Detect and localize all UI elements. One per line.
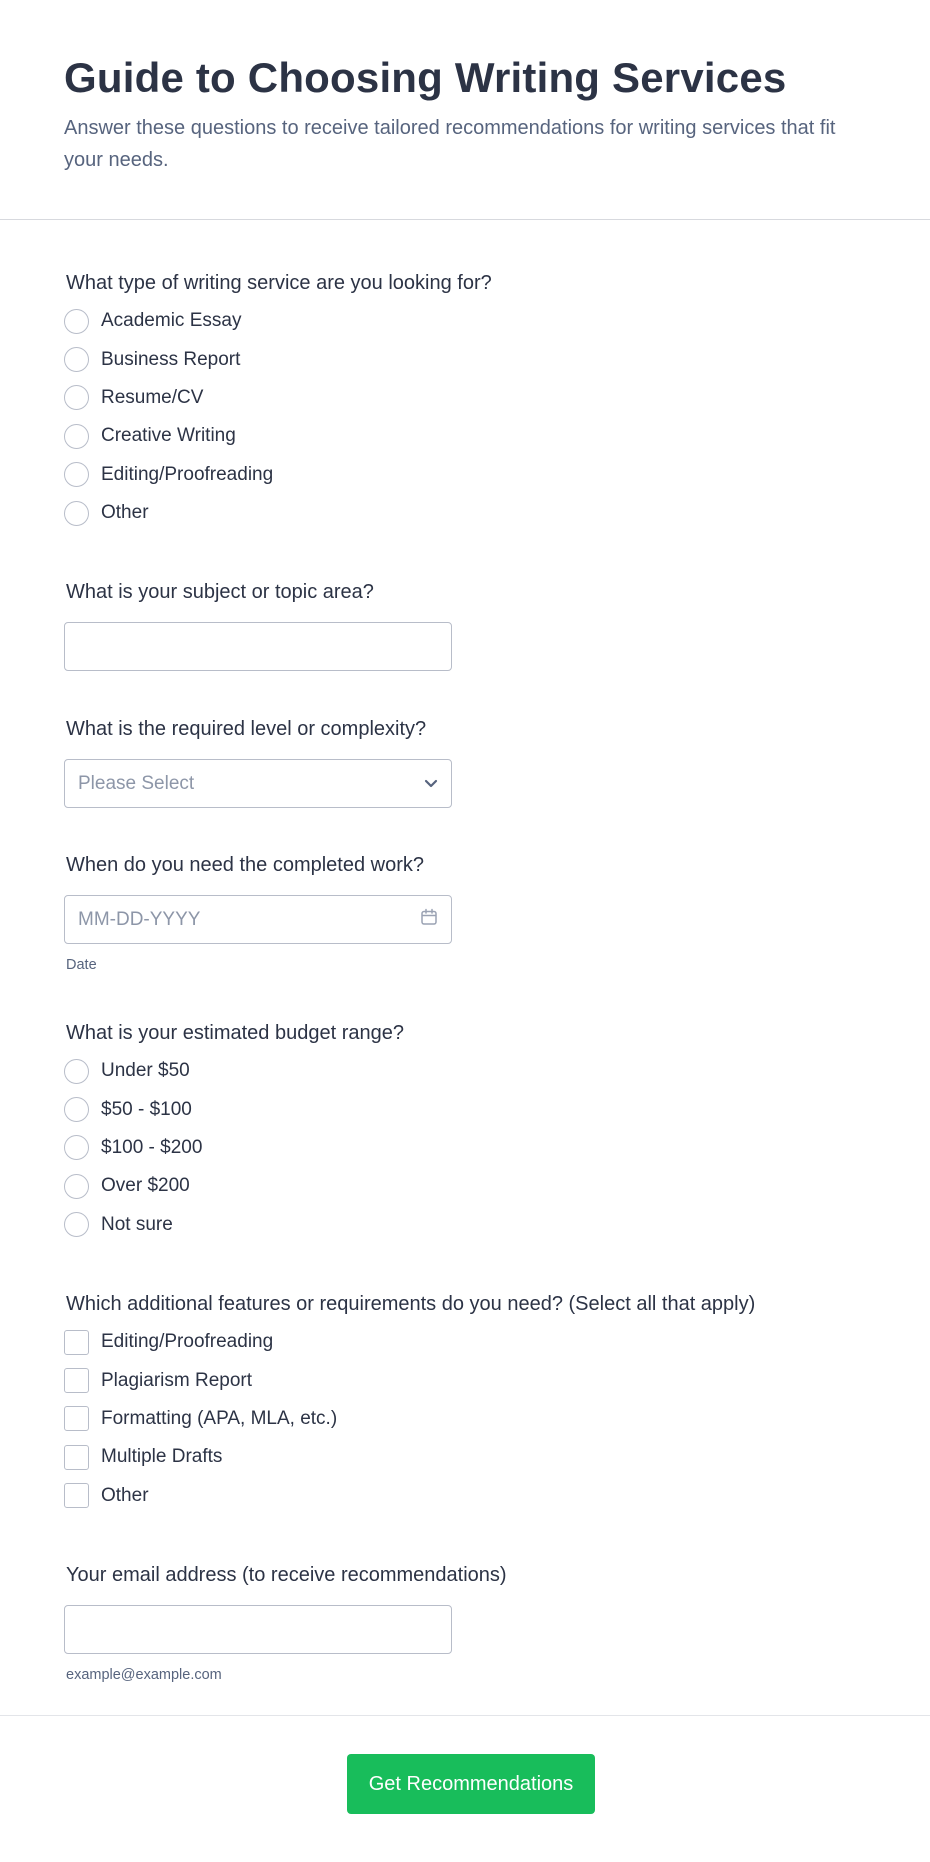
date-placeholder: MM-DD-YYYY [78, 908, 201, 930]
checkbox-label[interactable]: Other [101, 1484, 149, 1506]
radio-label[interactable]: Business Report [101, 348, 241, 370]
form-footer [0, 1715, 930, 1862]
question-date [64, 852, 874, 973]
checkbox[interactable] [64, 1368, 89, 1393]
question-service-type [64, 270, 874, 532]
radio-option[interactable] [64, 417, 874, 455]
checkbox-option[interactable] [64, 1438, 874, 1476]
radio-button[interactable] [64, 347, 89, 372]
radio-option[interactable] [64, 1167, 874, 1205]
radio-button[interactable] [64, 1212, 89, 1237]
radio-button[interactable] [64, 1097, 89, 1122]
question-label: When do you need the completed work? [66, 854, 424, 876]
radio-button[interactable] [64, 424, 89, 449]
question-subject [64, 579, 874, 671]
date-input[interactable] [64, 895, 452, 944]
checkbox-label[interactable]: Formatting (APA, MLA, etc.) [101, 1407, 338, 1429]
radio-label[interactable]: Other [101, 502, 149, 524]
radio-label[interactable]: Academic Essay [101, 310, 242, 332]
date-sublabel: Date [66, 957, 97, 973]
checkbox[interactable] [64, 1445, 89, 1470]
radio-button[interactable] [64, 1059, 89, 1084]
radio-group-budget [64, 1052, 874, 1244]
radio-button[interactable] [64, 462, 89, 487]
radio-option[interactable] [64, 302, 874, 340]
radio-option[interactable] [64, 1052, 874, 1090]
question-budget [64, 1020, 874, 1244]
page-subtitle: Answer these questions to receive tailored recommendations for writing services that fit your needs. [64, 117, 836, 171]
subject-input[interactable] [64, 622, 452, 671]
level-select[interactable] [64, 759, 452, 808]
radio-button[interactable] [64, 1135, 89, 1160]
radio-label[interactable]: Editing/Proofreading [101, 463, 274, 485]
chevron-down-icon [424, 775, 438, 793]
radio-label[interactable]: Over $200 [101, 1175, 190, 1197]
checkbox-option[interactable] [64, 1361, 874, 1399]
radio-label[interactable]: $50 - $100 [101, 1098, 192, 1120]
radio-button[interactable] [64, 1174, 89, 1199]
radio-button[interactable] [64, 309, 89, 334]
checkbox[interactable] [64, 1406, 89, 1431]
radio-option[interactable] [64, 340, 874, 378]
radio-label[interactable]: Under $50 [101, 1060, 190, 1082]
radio-label[interactable]: $100 - $200 [101, 1136, 203, 1158]
email-field[interactable] [64, 1605, 452, 1654]
form-header [0, 0, 930, 220]
radio-option[interactable] [64, 1129, 874, 1167]
radio-button[interactable] [64, 501, 89, 526]
calendar-icon[interactable] [420, 908, 438, 931]
page-title: Guide to Choosing Writing Services [64, 54, 787, 101]
checkbox-label[interactable]: Plagiarism Report [101, 1369, 252, 1391]
question-label: What type of writing service are you looking for? [66, 272, 492, 294]
radio-label[interactable]: Creative Writing [101, 425, 236, 447]
question-level [64, 716, 874, 808]
email-sublabel: example@example.com [66, 1667, 222, 1683]
radio-option[interactable] [64, 494, 874, 532]
radio-option[interactable] [64, 379, 874, 417]
select-placeholder: Please Select [78, 772, 195, 794]
checkbox-label[interactable]: Editing/Proofreading [101, 1331, 274, 1353]
radio-label[interactable]: Resume/CV [101, 386, 204, 408]
checkbox-group-features [64, 1323, 874, 1515]
checkbox-option[interactable] [64, 1323, 874, 1361]
radio-option[interactable] [64, 456, 874, 494]
question-label: What is the required level or complexity? [66, 718, 427, 740]
checkbox-option[interactable] [64, 1400, 874, 1438]
checkbox-option[interactable] [64, 1477, 874, 1515]
question-email [64, 1562, 874, 1683]
question-label: Which additional features or requirements do you need? (Select all that apply) [66, 1293, 756, 1315]
radio-option[interactable] [64, 1090, 874, 1128]
radio-option[interactable] [64, 1206, 874, 1244]
checkbox-label[interactable]: Multiple Drafts [101, 1446, 223, 1468]
radio-label[interactable]: Not sure [101, 1213, 173, 1235]
question-label: Your email address (to receive recommendations) [66, 1564, 507, 1586]
get-recommendations-button[interactable]: Get Recommendations [347, 1754, 595, 1814]
checkbox[interactable] [64, 1483, 89, 1508]
radio-button[interactable] [64, 385, 89, 410]
question-label: What is your subject or topic area? [66, 581, 374, 603]
checkbox[interactable] [64, 1330, 89, 1355]
radio-group-service [64, 302, 874, 532]
question-label: What is your estimated budget range? [66, 1022, 404, 1044]
question-features [64, 1291, 874, 1515]
